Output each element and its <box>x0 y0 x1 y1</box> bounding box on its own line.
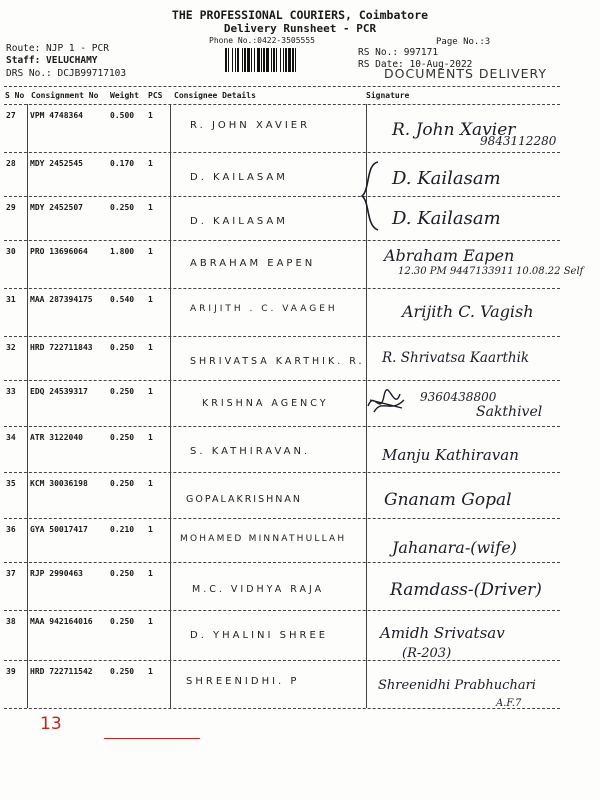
barcode-bar <box>228 48 229 72</box>
row-signature: Gnanam Gopal <box>384 490 512 510</box>
barcode-bar <box>285 48 287 72</box>
row-consignee: SHREENIDHI. P <box>186 676 300 687</box>
row-weight: 0.250 <box>110 203 135 212</box>
table-row <box>0 660 600 709</box>
documents-delivery-stamp: DOCUMENTS DELIVERY <box>384 66 548 81</box>
row-pcs: 1 <box>148 617 153 626</box>
row-signature: Sakthivel <box>476 404 543 420</box>
row-sno: 36 <box>6 525 16 534</box>
row-sno: 31 <box>6 295 16 304</box>
table-row <box>0 336 600 376</box>
barcode-bar <box>263 48 265 72</box>
col-header-weight: Weight <box>110 91 139 100</box>
barcode-bar <box>283 48 284 72</box>
barcode-bar <box>271 48 272 72</box>
signature-scribble-icon <box>364 386 408 420</box>
barcode-bar <box>225 48 227 72</box>
row-date-note: 10.08.22 Self <box>516 266 584 277</box>
rs-number: RS No.: 997171 <box>358 47 439 58</box>
row-signature: Abraham Eapen <box>384 246 515 265</box>
table-row <box>0 562 600 602</box>
row-sno: 33 <box>6 387 16 396</box>
barcode-bar <box>280 48 281 72</box>
row-consignee: M.C. VIDHYA RAJA <box>192 584 325 595</box>
row-weight: 0.210 <box>110 525 135 534</box>
row-consignment: KCM 30036198 <box>30 479 88 488</box>
row-consignee: ARIJITH . C. VAAGEH <box>190 304 338 314</box>
row-signature: R. Shrivatsa Kaarthik <box>382 350 530 366</box>
divider <box>4 708 560 709</box>
row-weight: 0.250 <box>110 479 135 488</box>
barcode-bar <box>251 48 252 72</box>
route-label: Route: NJP 1 - PCR <box>6 43 109 54</box>
barcode-bar <box>292 48 294 72</box>
row-signature: D. Kailasam <box>392 168 501 189</box>
company-name: THE PROFESSIONAL COURIERS, Coimbatore <box>171 8 429 22</box>
row-consignee: D. YHALINI SHREE <box>190 630 329 641</box>
row-consignment: ATR 3122040 <box>30 433 83 442</box>
row-consignment: VPM 4748364 <box>30 111 83 120</box>
barcode-bar <box>242 48 243 72</box>
drs-number: DRS No.: DCJB99717103 <box>6 68 127 79</box>
table-row <box>0 380 600 420</box>
divider <box>4 86 560 87</box>
rs-date: RS Date: 10-Aug-2022 <box>358 59 473 70</box>
row-consignment: EDQ 24539317 <box>30 387 88 396</box>
row-pcs: 1 <box>148 433 153 442</box>
row-consignee: SHRIVATSA KARTHIK. R. <box>190 356 365 367</box>
barcode-bar <box>273 48 275 72</box>
row-consignment: MDY 2452545 <box>30 159 83 168</box>
brace-mark-icon <box>356 160 386 232</box>
row-weight: 0.250 <box>110 569 135 578</box>
row-signature: Jahanara-(wife) <box>392 538 517 557</box>
row-consignee: ABRAHAM EAPEN <box>190 258 316 269</box>
row-consignee: MOHAMED MINNATHULLAH <box>180 534 347 544</box>
row-weight: 0.500 <box>110 111 135 120</box>
row-weight: 0.250 <box>110 667 135 676</box>
table-row <box>0 240 600 280</box>
row-consignee: S. KATHIRAVAN. <box>190 446 311 457</box>
row-flat-note: (R-203) <box>402 646 452 661</box>
phone-number: Phone No.:0422-3505555 <box>209 36 315 45</box>
barcode-bar <box>261 48 262 72</box>
row-consignment: MAA 942164016 <box>30 617 93 626</box>
row-signature: D. Kailasam <box>392 208 501 229</box>
row-consignment: RJP 2990463 <box>30 569 83 578</box>
row-phone-note: 9360438800 <box>420 390 497 404</box>
barcode-icon <box>225 48 361 72</box>
row-weight: 0.250 <box>110 433 135 442</box>
table-row <box>0 288 600 328</box>
row-sno: 35 <box>6 479 16 488</box>
row-pcs: 1 <box>148 203 153 212</box>
barcode-bar <box>232 48 233 72</box>
row-consignee: R. JOHN XAVIER <box>190 120 311 131</box>
table-row <box>0 472 600 512</box>
table-row <box>0 610 600 661</box>
count-underline <box>104 738 200 739</box>
col-header-consignment: Consignment No <box>31 91 99 100</box>
row-pcs: 1 <box>148 387 153 396</box>
row-sno: 39 <box>6 667 16 676</box>
row-pcs: 1 <box>148 247 153 256</box>
row-time-phone-note: 12.30 PM 9447133911 <box>398 266 514 277</box>
table-row <box>0 196 600 236</box>
row-consignment: PRO 13696064 <box>30 247 88 256</box>
row-signature: R. John Xavier <box>392 120 516 140</box>
barcode-bar <box>276 48 277 72</box>
row-phone-note: 9843112280 <box>480 134 557 148</box>
table-row <box>0 152 600 192</box>
col-header-signature: Signature <box>366 91 410 100</box>
barcode-bar <box>295 48 296 72</box>
barcode-bar <box>254 48 255 72</box>
barcode-bar <box>235 48 236 72</box>
barcode-bar <box>247 48 250 72</box>
row-sno: 37 <box>6 569 16 578</box>
barcode-bar <box>237 48 239 72</box>
table-row <box>0 426 600 466</box>
row-sno: 30 <box>6 247 16 256</box>
row-sno: 38 <box>6 617 16 626</box>
row-sno: 32 <box>6 343 16 352</box>
row-weight: 0.540 <box>110 295 135 304</box>
row-weight: 0.250 <box>110 343 135 352</box>
row-pcs: 1 <box>148 295 153 304</box>
row-pcs: 1 <box>148 159 153 168</box>
col-header-sno: S No <box>5 91 25 100</box>
row-signature: Shreenidhi Prabhuchari <box>378 678 536 693</box>
row-consignment: HRD 722711843 <box>30 343 93 352</box>
row-pcs: 1 <box>148 479 153 488</box>
row-signature: Manju Kathiravan <box>382 446 519 464</box>
row-pcs: 1 <box>148 667 153 676</box>
barcode-bar <box>257 48 260 72</box>
col-header-consignee: Consignee Details <box>174 91 256 100</box>
row-pcs: 1 <box>148 111 153 120</box>
row-sno: 27 <box>6 111 16 120</box>
barcode-bar <box>266 48 269 72</box>
row-consignee: KRISHNA AGENCY <box>202 398 329 409</box>
row-consignee: D. KAILASAM <box>190 172 288 183</box>
row-weight: 0.250 <box>110 387 135 396</box>
staff-label: Staff: VELUCHAMY <box>6 55 98 66</box>
page-number: Page No.:3 <box>436 37 491 47</box>
row-signature: Amidh Srivatsav <box>380 624 505 642</box>
row-consignee: GOPALAKRISHNAN <box>186 494 302 505</box>
row-consignment: HRD 722711542 <box>30 667 93 676</box>
table-row <box>0 518 600 558</box>
row-consignment: MAA 287394175 <box>30 295 93 304</box>
row-weight: 0.170 <box>110 159 135 168</box>
row-flat-note: A.F.7 <box>496 698 522 709</box>
row-consignment: MDY 2452507 <box>30 203 83 212</box>
row-signature: Arijith C. Vagish <box>402 302 534 321</box>
row-consignee: D. KAILASAM <box>190 216 288 227</box>
row-consignment: GYA 50017417 <box>30 525 88 534</box>
table-row <box>0 104 600 148</box>
row-sno: 29 <box>6 203 16 212</box>
row-weight: 0.250 <box>110 617 135 626</box>
col-header-pcs: PCS <box>148 91 163 100</box>
row-weight: 1.800 <box>110 247 135 256</box>
row-signature: Ramdass-(Driver) <box>390 580 542 600</box>
runsheet-title: Delivery Runsheet - PCR <box>223 22 377 35</box>
row-pcs: 1 <box>148 569 153 578</box>
row-sno: 28 <box>6 159 16 168</box>
barcode-bar <box>244 48 246 72</box>
row-sno: 34 <box>6 433 16 442</box>
delivery-count: 13 <box>40 714 62 734</box>
row-pcs: 1 <box>148 343 153 352</box>
barcode-bar <box>288 48 291 72</box>
row-pcs: 1 <box>148 525 153 534</box>
